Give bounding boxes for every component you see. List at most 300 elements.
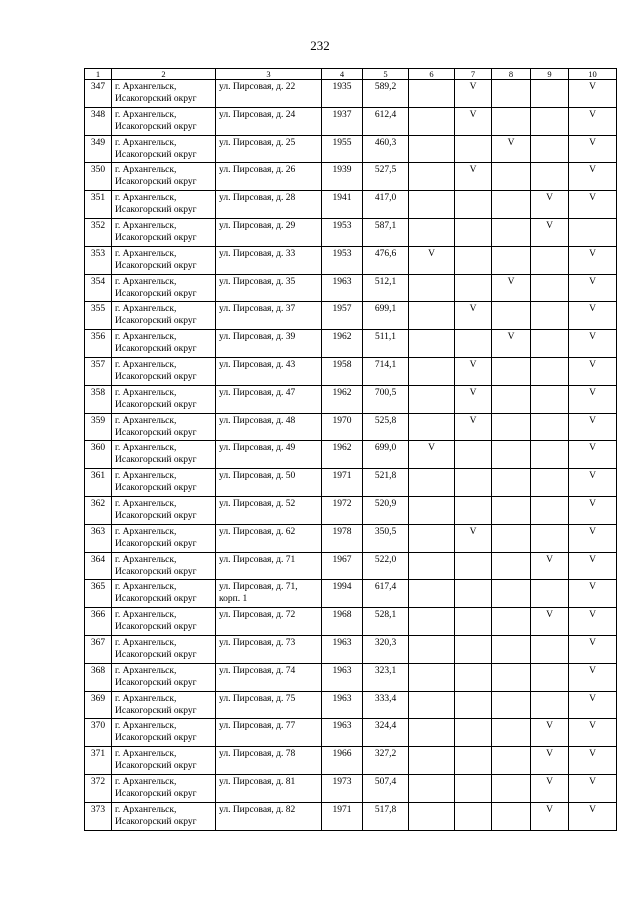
area-cell: 528,1 (363, 608, 409, 636)
year-cell: 1971 (322, 469, 363, 497)
address-line-1: ул. Пирсовая, д. 25 (219, 137, 296, 148)
mark-col-9: V (531, 191, 569, 219)
mark-col-8 (492, 524, 531, 552)
year-cell: 1962 (322, 330, 363, 358)
locality-cell (112, 580, 216, 608)
year-cell: 1953 (322, 218, 363, 246)
locality-city: г. Архангельск, (115, 721, 177, 732)
table-row (85, 413, 617, 441)
row-number: 352 (85, 218, 112, 246)
address-cell (216, 441, 322, 469)
mark-col-6 (409, 357, 455, 385)
locality-city: г. Архангельск, (115, 498, 177, 509)
mark-col-7: V (455, 524, 492, 552)
table-row (85, 246, 617, 274)
locality-city: г. Архангельск, (115, 582, 177, 593)
area-cell: 417,0 (363, 191, 409, 219)
mark-col-10: V (569, 635, 617, 663)
mark-col-8 (492, 80, 531, 108)
address-line-1: ул. Пирсовая, д. 71, (219, 582, 298, 593)
mark-col-9 (531, 80, 569, 108)
mark-col-7 (455, 330, 492, 358)
locality-district: Исакогорский округ (115, 399, 197, 410)
year-cell: 1935 (322, 80, 363, 108)
mark-col-9 (531, 330, 569, 358)
mark-col-10: V (569, 191, 617, 219)
locality-cell (112, 163, 216, 191)
locality-cell (112, 246, 216, 274)
mark-col-7 (455, 580, 492, 608)
year-cell: 1963 (322, 663, 363, 691)
mark-col-7: V (455, 385, 492, 413)
address-cell (216, 385, 322, 413)
mark-col-10: V (569, 663, 617, 691)
mark-col-8 (492, 441, 531, 469)
address-cell (216, 608, 322, 636)
table-row (85, 496, 617, 524)
column-header: 5 (363, 69, 409, 80)
year-cell: 1953 (322, 246, 363, 274)
locality-city: г. Архангельск, (115, 415, 177, 426)
area-cell: 589,2 (363, 80, 409, 108)
locality-cell (112, 496, 216, 524)
mark-col-8 (492, 385, 531, 413)
mark-col-9 (531, 580, 569, 608)
address-cell (216, 691, 322, 719)
locality-city: г. Архангельск, (115, 165, 177, 176)
mark-col-8 (492, 163, 531, 191)
mark-col-6 (409, 135, 455, 163)
locality-district: Исакогорский округ (115, 483, 197, 494)
mark-col-10: V (569, 524, 617, 552)
year-cell: 1994 (322, 580, 363, 608)
locality-district: Исакогорский округ (115, 510, 197, 521)
address-cell (216, 191, 322, 219)
area-cell: 587,1 (363, 218, 409, 246)
table-row (85, 608, 617, 636)
column-header: 7 (455, 69, 492, 80)
mark-col-7 (455, 469, 492, 497)
mark-col-6 (409, 580, 455, 608)
year-cell: 1937 (322, 107, 363, 135)
mark-col-10: V (569, 80, 617, 108)
address-line-1: ул. Пирсовая, д. 26 (219, 165, 296, 176)
table-row (85, 107, 617, 135)
locality-cell (112, 80, 216, 108)
mark-col-7 (455, 608, 492, 636)
address-cell (216, 246, 322, 274)
mark-col-8 (492, 747, 531, 775)
mark-col-8 (492, 191, 531, 219)
row-number: 362 (85, 496, 112, 524)
area-cell: 460,3 (363, 135, 409, 163)
table-row (85, 302, 617, 330)
mark-col-7: V (455, 80, 492, 108)
table-row (85, 135, 617, 163)
mark-col-9 (531, 441, 569, 469)
mark-col-9 (531, 635, 569, 663)
locality-district: Исакогорский округ (115, 427, 197, 438)
mark-col-10: V (569, 302, 617, 330)
locality-cell (112, 441, 216, 469)
locality-cell (112, 191, 216, 219)
address-cell (216, 635, 322, 663)
year-cell: 1957 (322, 302, 363, 330)
column-header: 8 (492, 69, 531, 80)
locality-cell (112, 552, 216, 580)
locality-city: г. Архангельск, (115, 109, 177, 120)
table-row (85, 524, 617, 552)
locality-district: Исакогорский округ (115, 288, 197, 299)
year-cell: 1958 (322, 357, 363, 385)
mark-col-7 (455, 663, 492, 691)
address-line-1: ул. Пирсовая, д. 37 (219, 304, 296, 315)
address-line-2: корп. 1 (219, 594, 248, 605)
address-cell (216, 580, 322, 608)
mark-col-6 (409, 107, 455, 135)
area-cell: 324,4 (363, 719, 409, 747)
mark-col-9 (531, 135, 569, 163)
address-line-1: ул. Пирсовая, д. 73 (219, 637, 296, 648)
address-line-1: ул. Пирсовая, д. 33 (219, 248, 296, 259)
mark-col-6 (409, 524, 455, 552)
locality-city: г. Архангельск, (115, 554, 177, 565)
locality-city: г. Архангельск, (115, 82, 177, 92)
locality-city: г. Архангельск, (115, 804, 177, 815)
mark-col-7: V (455, 107, 492, 135)
row-number: 354 (85, 274, 112, 302)
table-row (85, 663, 617, 691)
mark-col-6: V (409, 441, 455, 469)
year-cell: 1971 (322, 802, 363, 830)
locality-cell (112, 663, 216, 691)
table-row (85, 469, 617, 497)
row-number: 360 (85, 441, 112, 469)
mark-col-6 (409, 663, 455, 691)
mark-col-7 (455, 719, 492, 747)
column-header: 1 (85, 69, 112, 80)
address-cell (216, 135, 322, 163)
mark-col-6 (409, 802, 455, 830)
mark-col-6 (409, 719, 455, 747)
address-cell (216, 524, 322, 552)
year-cell: 1967 (322, 552, 363, 580)
mark-col-6 (409, 163, 455, 191)
mark-col-6 (409, 302, 455, 330)
mark-col-9: V (531, 747, 569, 775)
mark-col-8 (492, 635, 531, 663)
address-cell (216, 274, 322, 302)
locality-district: Исакогорский округ (115, 149, 197, 160)
locality-cell (112, 330, 216, 358)
area-cell: 617,4 (363, 580, 409, 608)
row-number: 372 (85, 774, 112, 802)
address-cell (216, 357, 322, 385)
row-number: 351 (85, 191, 112, 219)
row-number: 370 (85, 719, 112, 747)
area-cell: 699,0 (363, 441, 409, 469)
mark-col-9 (531, 302, 569, 330)
area-cell: 333,4 (363, 691, 409, 719)
mark-col-8: V (492, 330, 531, 358)
column-header: 3 (216, 69, 322, 80)
mark-col-9 (531, 663, 569, 691)
column-header: 9 (531, 69, 569, 80)
locality-cell (112, 608, 216, 636)
year-cell: 1970 (322, 413, 363, 441)
locality-district: Исакогорский округ (115, 177, 197, 188)
mark-col-10 (569, 218, 617, 246)
mark-col-6 (409, 469, 455, 497)
table-row (85, 802, 617, 830)
year-cell: 1973 (322, 774, 363, 802)
mark-col-9: V (531, 802, 569, 830)
locality-cell (112, 385, 216, 413)
table-row (85, 218, 617, 246)
address-cell (216, 218, 322, 246)
mark-col-8 (492, 469, 531, 497)
mark-col-10: V (569, 163, 617, 191)
area-cell: 320,3 (363, 635, 409, 663)
mark-col-6 (409, 635, 455, 663)
address-line-1: ул. Пирсовая, д. 71 (219, 554, 296, 565)
mark-col-6 (409, 330, 455, 358)
mark-col-6 (409, 774, 455, 802)
year-cell: 1972 (322, 496, 363, 524)
row-number: 363 (85, 524, 112, 552)
mark-col-7: V (455, 302, 492, 330)
mark-col-6 (409, 552, 455, 580)
address-line-1: ул. Пирсовая, д. 28 (219, 193, 296, 204)
locality-district: Исакогорский округ (115, 649, 197, 660)
mark-col-9: V (531, 552, 569, 580)
column-number-row (85, 69, 617, 80)
area-cell: 525,8 (363, 413, 409, 441)
locality-district: Исакогорский округ (115, 788, 197, 799)
mark-col-8 (492, 413, 531, 441)
locality-cell (112, 691, 216, 719)
mark-col-10: V (569, 496, 617, 524)
mark-col-9 (531, 469, 569, 497)
mark-col-6 (409, 80, 455, 108)
locality-district: Исакогорский округ (115, 121, 197, 132)
address-cell (216, 330, 322, 358)
mark-col-10: V (569, 747, 617, 775)
year-cell: 1963 (322, 691, 363, 719)
mark-col-6 (409, 691, 455, 719)
row-number: 353 (85, 246, 112, 274)
mark-col-8 (492, 774, 531, 802)
column-header: 2 (112, 69, 216, 80)
area-cell: 476,6 (363, 246, 409, 274)
table-row (85, 719, 617, 747)
locality-city: г. Архангельск, (115, 359, 177, 370)
locality-district: Исакогорский округ (115, 344, 197, 355)
locality-city: г. Архангельск, (115, 610, 177, 621)
address-line-1: ул. Пирсовая, д. 48 (219, 415, 296, 426)
address-cell (216, 469, 322, 497)
address-line-1: ул. Пирсовая, д. 75 (219, 693, 296, 704)
page-number: 232 (310, 38, 330, 53)
row-number: 348 (85, 107, 112, 135)
mark-col-10: V (569, 774, 617, 802)
row-number: 368 (85, 663, 112, 691)
mark-col-9 (531, 357, 569, 385)
row-number: 366 (85, 608, 112, 636)
locality-cell (112, 357, 216, 385)
mark-col-7 (455, 691, 492, 719)
table-row (85, 274, 617, 302)
address-line-1: ул. Пирсовая, д. 39 (219, 332, 296, 343)
locality-district: Исакогорский округ (115, 205, 197, 216)
mark-col-6 (409, 413, 455, 441)
mark-col-9: V (531, 608, 569, 636)
locality-cell (112, 413, 216, 441)
row-number: 369 (85, 691, 112, 719)
mark-col-8 (492, 357, 531, 385)
table-row (85, 80, 617, 108)
year-cell: 1963 (322, 635, 363, 663)
mark-col-8 (492, 719, 531, 747)
mark-col-6 (409, 218, 455, 246)
mark-col-7 (455, 274, 492, 302)
mark-col-8 (492, 107, 531, 135)
mark-col-7 (455, 552, 492, 580)
mark-col-10: V (569, 274, 617, 302)
address-line-1: ул. Пирсовая, д. 62 (219, 526, 296, 537)
row-number: 361 (85, 469, 112, 497)
locality-cell (112, 274, 216, 302)
locality-city: г. Архангельск, (115, 526, 177, 537)
mark-col-8 (492, 608, 531, 636)
mark-col-8 (492, 802, 531, 830)
mark-col-8: V (492, 135, 531, 163)
mark-col-9: V (531, 719, 569, 747)
locality-district: Исакогорский округ (115, 816, 197, 827)
mark-col-7 (455, 747, 492, 775)
mark-col-7 (455, 635, 492, 663)
table-row (85, 774, 617, 802)
mark-col-8 (492, 663, 531, 691)
column-header: 10 (569, 69, 617, 80)
year-cell: 1968 (322, 608, 363, 636)
mark-col-9: V (531, 774, 569, 802)
address-line-1: ул. Пирсовая, д. 22 (219, 82, 296, 92)
row-number: 371 (85, 747, 112, 775)
locality-district: Исакогорский округ (115, 761, 197, 772)
mark-col-6 (409, 385, 455, 413)
row-number: 359 (85, 413, 112, 441)
locality-city: г. Архангельск, (115, 276, 177, 287)
address-line-1: ул. Пирсовая, д. 29 (219, 220, 296, 231)
mark-col-7 (455, 218, 492, 246)
area-cell: 522,0 (363, 552, 409, 580)
locality-city: г. Архангельск, (115, 749, 177, 760)
mark-col-7 (455, 774, 492, 802)
table-row (85, 441, 617, 469)
locality-city: г. Архангельск, (115, 304, 177, 315)
mark-col-8 (492, 691, 531, 719)
table-row (85, 747, 617, 775)
table-row (85, 357, 617, 385)
table-row (85, 691, 617, 719)
mark-col-7 (455, 441, 492, 469)
mark-col-10: V (569, 330, 617, 358)
address-line-1: ул. Пирсовая, д. 47 (219, 387, 296, 398)
row-number: 373 (85, 802, 112, 830)
mark-col-6 (409, 747, 455, 775)
address-cell (216, 302, 322, 330)
mark-col-10: V (569, 469, 617, 497)
address-cell (216, 802, 322, 830)
locality-cell (112, 747, 216, 775)
mark-col-10: V (569, 357, 617, 385)
locality-city: г. Архангельск, (115, 248, 177, 259)
row-number: 355 (85, 302, 112, 330)
locality-cell (112, 774, 216, 802)
row-number: 364 (85, 552, 112, 580)
area-cell: 323,1 (363, 663, 409, 691)
address-line-1: ул. Пирсовая, д. 72 (219, 610, 296, 621)
locality-city: г. Архангельск, (115, 332, 177, 343)
table-body (85, 80, 617, 831)
mark-col-9 (531, 496, 569, 524)
address-line-1: ул. Пирсовая, д. 77 (219, 721, 296, 732)
mark-col-7: V (455, 413, 492, 441)
locality-cell (112, 135, 216, 163)
area-cell: 699,1 (363, 302, 409, 330)
address-line-1: ул. Пирсовая, д. 50 (219, 471, 296, 482)
locality-city: г. Архангельск, (115, 387, 177, 398)
year-cell: 1978 (322, 524, 363, 552)
locality-cell (112, 218, 216, 246)
mark-col-6: V (409, 246, 455, 274)
locality-district: Исакогорский округ (115, 316, 197, 327)
mark-col-10: V (569, 719, 617, 747)
address-line-1: ул. Пирсовая, д. 82 (219, 804, 296, 815)
locality-city: г. Архангельск, (115, 471, 177, 482)
mark-col-8 (492, 552, 531, 580)
mark-col-10: V (569, 691, 617, 719)
locality-city: г. Архангельск, (115, 665, 177, 676)
year-cell: 1939 (322, 163, 363, 191)
address-cell (216, 663, 322, 691)
locality-district: Исакогорский округ (115, 538, 197, 549)
area-cell: 520,9 (363, 496, 409, 524)
locality-cell (112, 302, 216, 330)
address-cell (216, 719, 322, 747)
mark-col-6 (409, 608, 455, 636)
mark-col-9 (531, 107, 569, 135)
locality-city: г. Архангельск, (115, 637, 177, 648)
mark-col-7 (455, 135, 492, 163)
area-cell: 507,4 (363, 774, 409, 802)
locality-district: Исакогорский округ (115, 622, 197, 633)
address-line-1: ул. Пирсовая, д. 49 (219, 443, 296, 454)
address-cell (216, 413, 322, 441)
area-cell: 350,5 (363, 524, 409, 552)
address-cell (216, 107, 322, 135)
mark-col-7: V (455, 357, 492, 385)
mark-col-10: V (569, 413, 617, 441)
mark-col-10: V (569, 552, 617, 580)
area-cell: 512,1 (363, 274, 409, 302)
locality-city: г. Архангельск, (115, 137, 177, 148)
mark-col-8 (492, 218, 531, 246)
register-table (84, 68, 617, 831)
mark-col-10: V (569, 135, 617, 163)
row-number: 347 (85, 80, 112, 108)
